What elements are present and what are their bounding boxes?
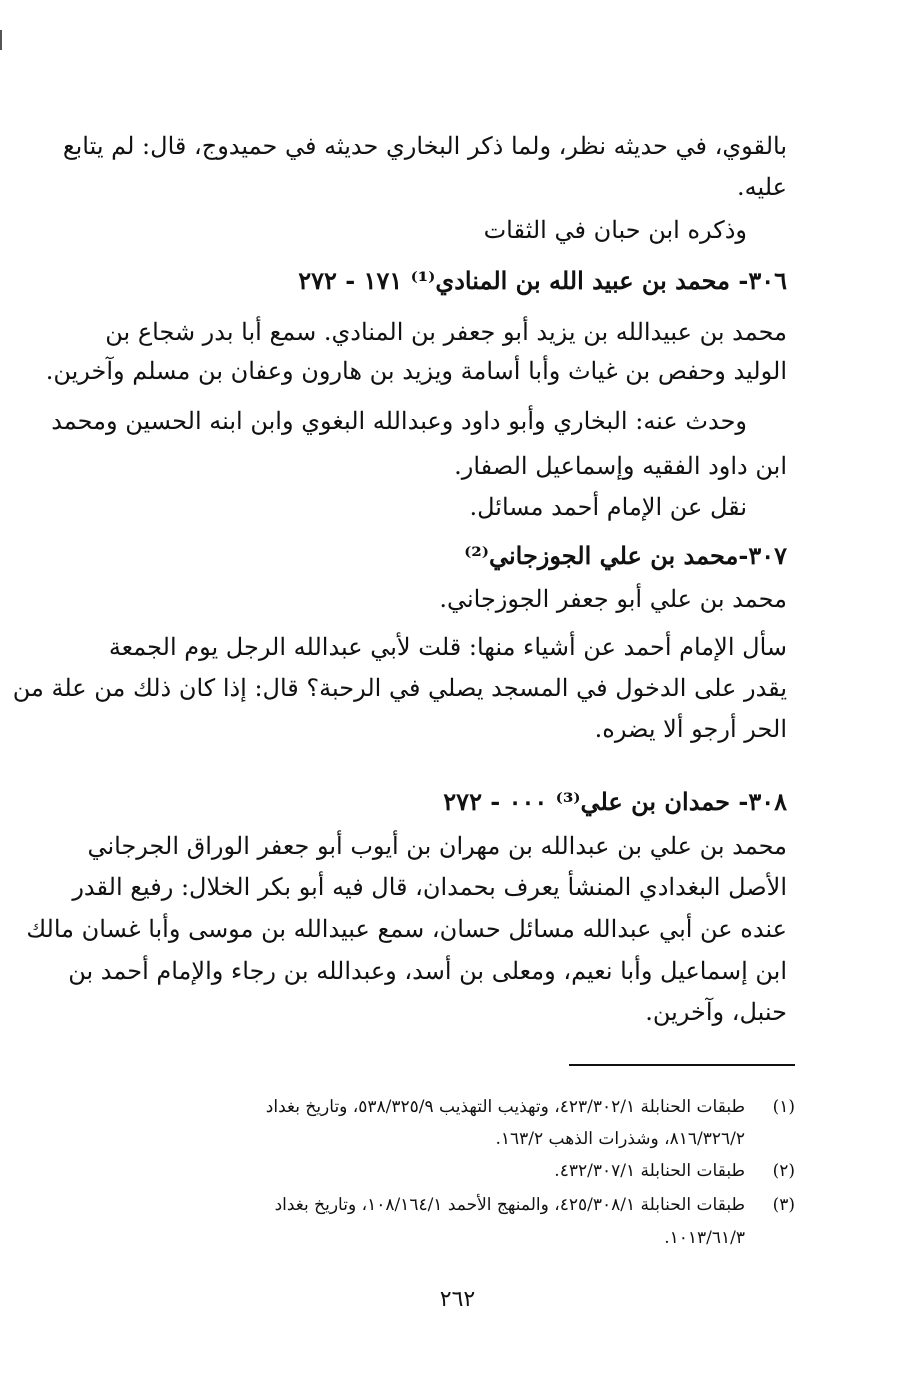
body-line: محمد بن علي بن عبدالله بن مهران بن أيوب أبو جعفر الوراق الجرجاني [87, 832, 787, 860]
body-line: بالقوي، في حديثه نظر، ولما ذكر البخاري حديثه في حميدوج، قال: لم يتابع [62, 132, 787, 160]
entry-heading-308: ٣٠٨- حمدان بن علي⁽³⁾ ٠٠٠ - ٢٧٢ [443, 787, 787, 816]
body-line: وحدث عنه: البخاري وأبو داود وعبدالله البغوي وابن ابنه الحسين ومحمد [51, 407, 747, 435]
body-line: الحر أرجو ألا يضره. [594, 715, 787, 743]
body-line: وذكره ابن حبان في الثقات [483, 216, 747, 244]
body-line: الوليد وحفص بن غياث وأبا أسامة ويزيد بن هارون وعفان بن مسلم وآخرين. [45, 357, 787, 385]
body-line: محمد بن علي أبو جعفر الجوزجاني. [439, 585, 787, 613]
body-line: الأصل البغدادي المنشأ يعرف بحمدان، قال فيه أبو بكر الخلال: رفيع القدر [72, 873, 787, 901]
body-line: عنده عن أبي عبدالله مسائل حسان، سمع عبيدالله بن موسى وأبا غسان مالك [26, 915, 787, 943]
footnote-number: (٣) [772, 1195, 795, 1215]
body-line: نقل عن الإمام أحمد مسائل. [469, 493, 747, 521]
body-line: يقدر على الدخول في المسجد يصلي في الرحبة؟ قال: إذا كان ذلك من علة من [12, 674, 787, 702]
page-number: ٢٦٢ [439, 1287, 476, 1312]
body-line: ابن داود الفقيه وإسماعيل الصفار. [454, 452, 787, 480]
entry-heading-306: ٣٠٦- محمد بن عبيد الله بن المنادي⁽¹⁾ ١٧١ - ٢٧٢ [298, 266, 787, 295]
entry-heading-307: ٣٠٧-محمد بن علي الجوزجاني⁽²⁾ [464, 541, 787, 570]
body-line: محمد بن عبيدالله بن يزيد أبو جعفر بن المنادي. سمع أبا بدر شجاع بن [105, 318, 787, 346]
footnote-separator [569, 1064, 795, 1066]
body-line: عليه. [736, 173, 787, 201]
footnote-line: طبقات الحنابلة ٤٢٥/٣٠٨/١، والمنهج الأحمد ١٠٨/١٦٤/١، وتاريخ بغداد [274, 1195, 745, 1215]
footnote-line: ١٠١٣/٦١/٣. [664, 1228, 745, 1248]
footnote-number: (١) [772, 1097, 795, 1117]
scan-edge-mark [0, 30, 2, 50]
body-line: حنبل، وآخرين. [645, 998, 787, 1026]
footnote-line: ٨١٦/٣٢٦/٢، وشذرات الذهب ١٦٣/٢. [495, 1129, 745, 1149]
body-line: سأل الإمام أحمد عن أشياء منها: قلت لأبي عبدالله الرجل يوم الجمعة [108, 633, 787, 661]
footnote-line: طبقات الحنابلة ٤٢٣/٣٠٢/١، وتهذيب التهذيب ٥٣٨/٣٢٥/٩، وتاريخ بغداد [265, 1097, 745, 1117]
body-line: ابن إسماعيل وأبا نعيم، ومعلى بن أسد، وعبدالله بن رجاء والإمام أحمد بن [68, 957, 787, 985]
footnote-number: (٢) [772, 1161, 795, 1181]
footnote-line: طبقات الحنابلة ٤٣٢/٣٠٧/١. [554, 1161, 745, 1181]
